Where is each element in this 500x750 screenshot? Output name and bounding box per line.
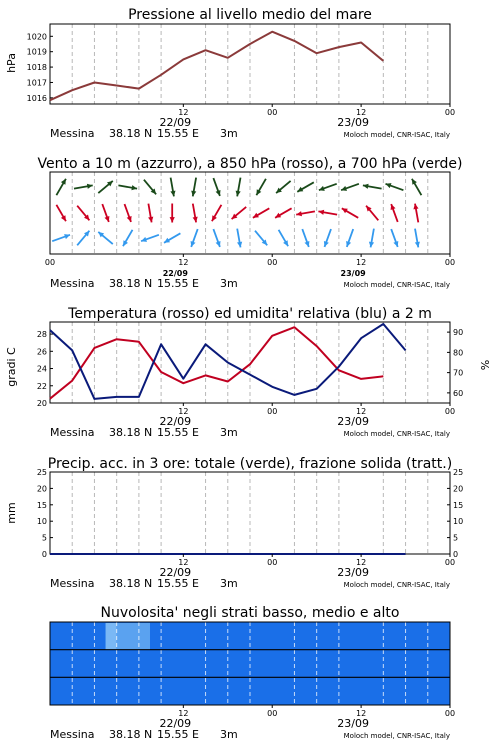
precipitation-ytick-right-label: 10 [453, 517, 464, 527]
wind-title: Vento a 10 m (azzurro), a 850 hPa (rosso), a 700 hPa (verde) [37, 156, 463, 172]
precipitation-date-label: 23/09 [337, 566, 369, 579]
cloud-date-label: 22/09 [159, 717, 192, 730]
temperature-credit: Moloch model, CNR-ISAC, Italy [343, 430, 450, 438]
wind-arrow-700-hPa [319, 184, 337, 191]
temperature-location-name: Messina [50, 426, 95, 439]
wind-arrow-10-m [52, 234, 70, 241]
pressure-location-name: Messina [50, 127, 95, 140]
wind-arrow-head [105, 216, 110, 222]
wind-arrow-10-m [415, 229, 420, 248]
temperature-ytick-label: 22 [36, 381, 47, 391]
temperature-date-label: 22/09 [159, 415, 192, 428]
pressure-ylabel: hPa [5, 53, 18, 73]
wind-arrow-850-hPa [391, 204, 398, 222]
cloud-date-label: 23/09 [337, 717, 369, 730]
temperature-ytick-label: 28 [36, 330, 47, 340]
precipitation-ytick-right-label: 25 [453, 468, 464, 477]
wind-arrow-10-m [324, 229, 331, 247]
cloud-xtick-label: 00 [267, 709, 278, 718]
cloudiness-title: Nuvolosita' negli strati basso, medio e alto [100, 605, 400, 621]
pressure-xtick-label: 12 [356, 108, 367, 117]
pressure-date-label: 23/09 [337, 116, 369, 129]
wind-location-alt: 3m [220, 277, 238, 290]
wind-arrow-700-hPa [297, 182, 314, 192]
precipitation-ytick-label: 15 [36, 500, 47, 510]
humidity-ytick-right-label: 80 [453, 348, 464, 358]
precipitation-location-lon: 15.55 E [157, 577, 199, 590]
pressure-date-label: 22/09 [159, 116, 192, 129]
pressure-ytick-label: 1019 [26, 47, 47, 57]
temperature-frame [50, 322, 450, 403]
cloud-cell [106, 623, 117, 650]
wind-arrow-head [386, 183, 392, 188]
wind-arrow-700-hPa [386, 183, 404, 190]
temperature-ytick-label: 20 [36, 399, 47, 408]
temperature-xtick-label: 00 [444, 407, 456, 416]
precipitation-location-lat: 38.18 N [109, 577, 153, 590]
wind-arrow-head [127, 216, 132, 222]
wind-arrow-10-m [302, 229, 309, 247]
cloud-location-lat: 38.18 N [109, 728, 153, 741]
temperature-location-lat: 38.18 N [109, 426, 153, 439]
precipitation-xtick-label: 12 [178, 558, 189, 567]
precipitation-ytick-right-label: 0 [453, 550, 459, 559]
temperature-location-lon: 15.55 E [157, 426, 199, 439]
wind-arrow-850-hPa [193, 204, 198, 223]
wind-arrow-850-hPa [125, 204, 132, 222]
wind-arrow-700-hPa [98, 181, 113, 193]
pressure-ytick-label: 1020 [26, 32, 47, 42]
wind-date-label: 23/09 [340, 269, 366, 278]
wind-arrow-700-hPa [118, 185, 137, 190]
temperature-humidity-title: Temperatura (rosso) ed umidita' relativa (blu) a 2 m [68, 306, 432, 322]
wind-arrow-head [391, 204, 396, 210]
cloud-location-lon: 15.55 E [157, 728, 199, 741]
wind-arrow-head [324, 241, 329, 247]
wind-arrow-10-m [346, 229, 353, 247]
wind-arrow-10-m [98, 232, 113, 244]
precipitation-xtick-label: 00 [444, 558, 456, 567]
pressure-location-lon: 15.55 E [157, 127, 199, 140]
precipitation-date-label: 22/09 [159, 566, 192, 579]
temperature-ytick-label: 26 [36, 347, 47, 357]
wind-arrow-10-m [369, 229, 374, 248]
precipitation-credit: Moloch model, CNR-ISAC, Italy [343, 581, 450, 589]
pressure-panel [5, 7, 455, 140]
wind-arrow-700-hPa [144, 180, 156, 195]
wind-arrow-700-hPa [213, 178, 220, 196]
cloud-location-name: Messina [50, 728, 95, 741]
wind-arrow-head [216, 190, 221, 196]
wind-arrow-850-hPa [77, 206, 89, 221]
pressure-xtick-label: 00 [267, 108, 278, 117]
wind-arrow-10-m [164, 233, 180, 243]
cloudiness-panel [50, 605, 455, 741]
precipitation-ytick-label: 5 [41, 533, 47, 543]
temperature-xtick-label: 12 [356, 407, 367, 416]
pressure-ytick-label: 1016 [26, 93, 47, 103]
precipitation-location-name: Messina [50, 577, 95, 590]
wind-arrow-10-m [391, 229, 398, 247]
pressure-series-line [50, 32, 383, 101]
precipitation-ytick-label: 10 [36, 517, 47, 527]
precipitation-frame [50, 472, 450, 554]
wind-credit: Moloch model, CNR-ISAC, Italy [343, 281, 450, 289]
wind-arrow-head [341, 186, 347, 191]
wind-arrow-head [191, 241, 196, 247]
humidity-ytick-right-label: 70 [453, 368, 464, 378]
wind-arrow-10-m [237, 229, 242, 248]
wind-arrow-10-m [279, 230, 289, 246]
wind-arrow-700-hPa [256, 179, 266, 195]
pressure-credit: Moloch model, CNR-ISAC, Italy [343, 131, 450, 139]
temperature-date-label: 23/09 [337, 415, 369, 428]
temperature-xtick-label: 00 [267, 407, 278, 416]
precipitation-ytick-label: 25 [36, 468, 47, 477]
temperature-humidity-panel [5, 306, 492, 439]
wind-xtick-label: 12 [356, 258, 367, 267]
wind-arrow-700-hPa [276, 181, 291, 193]
wind-arrow-head [346, 241, 351, 247]
wind-arrow-850-hPa [212, 205, 222, 221]
wind-panel [37, 156, 462, 290]
wind-arrow-850-hPa [413, 204, 418, 223]
precipitation-ylabel: mm [5, 502, 18, 524]
wind-arrow-850-hPa [366, 206, 378, 221]
temperature-xtick-label: 12 [178, 407, 189, 416]
wind-arrow-700-hPa [74, 184, 93, 189]
wind-arrow-head [393, 241, 398, 247]
wind-location-name: Messina [50, 277, 95, 290]
wind-arrow-850-hPa [170, 204, 175, 223]
pressure-xtick-label: 12 [178, 108, 189, 117]
temperature-ytick-label: 24 [36, 364, 47, 374]
wind-arrow-head [305, 241, 310, 247]
temperature-location-alt: 3m [220, 426, 238, 439]
humidity-ylabel: % [479, 359, 492, 371]
wind-arrow-850-hPa [56, 205, 66, 221]
wind-xtick-label: 12 [178, 258, 189, 267]
cloud-credit: Moloch model, CNR-ISAC, Italy [343, 732, 450, 740]
precipitation-ytick-right-label: 20 [453, 484, 464, 494]
wind-xtick-label: 00 [267, 258, 278, 267]
precipitation-ytick-label: 0 [41, 550, 47, 559]
wind-arrow-850-hPa [148, 204, 153, 223]
wind-arrow-700-hPa [363, 184, 382, 189]
precipitation-location-alt: 3m [220, 577, 238, 590]
wind-arrow-700-hPa [236, 178, 241, 197]
pressure-location-lat: 38.18 N [109, 127, 153, 140]
wind-arrow-850-hPa [253, 208, 269, 218]
wind-arrow-700-hPa [56, 179, 66, 195]
wind-arrow-head [141, 237, 147, 242]
cloud-location-alt: 3m [220, 728, 238, 741]
cloud-xtick-label: 12 [356, 709, 367, 718]
pressure-location-alt: 3m [220, 127, 238, 140]
pressure-ytick-label: 1017 [26, 78, 47, 88]
wind-arrow-10-m [77, 231, 89, 246]
pressure-ytick-label: 1018 [26, 63, 47, 73]
humidity-ytick-right-label: 60 [453, 388, 464, 398]
precipitation-ytick-right-label: 15 [453, 500, 464, 510]
wind-arrow-head [216, 241, 221, 247]
wind-arrow-700-hPa [412, 179, 422, 195]
precipitation-panel [5, 456, 463, 590]
wind-location-lon: 15.55 E [157, 277, 199, 290]
wind-arrow-850-hPa [318, 210, 337, 215]
temperature-ylabel: gradi C [5, 347, 18, 387]
wind-xtick-label-start: 00 [44, 258, 56, 267]
wind-arrow-10-m [191, 229, 198, 247]
cloud-xtick-label: 00 [444, 709, 456, 718]
precipitation-xtick-label: 12 [356, 558, 367, 567]
wind-arrow-head [170, 217, 175, 222]
wind-arrow-10-m [123, 230, 133, 246]
wind-arrow-850-hPa [275, 208, 292, 218]
pressure-title: Pressione al livello medio del mare [128, 7, 372, 23]
cloud-xtick-label: 12 [178, 709, 189, 718]
wind-location-lat: 38.18 N [109, 277, 153, 290]
precipitation-xtick-label: 00 [267, 558, 278, 567]
wind-arrow-850-hPa [232, 207, 247, 219]
wind-arrow-700-hPa [341, 184, 359, 191]
wind-date-label: 22/09 [162, 269, 188, 278]
wind-xtick-label: 00 [444, 258, 456, 267]
wind-arrow-10-m [213, 229, 220, 247]
wind-arrow-10-m [141, 235, 159, 242]
wind-arrow-850-hPa [102, 204, 109, 222]
pressure-xtick-label: 00 [444, 108, 456, 117]
temperature-series-line [50, 327, 383, 399]
precipitation-ytick-label: 20 [36, 484, 47, 494]
humidity-ytick-right-label: 90 [453, 328, 464, 338]
wind-arrow-700-hPa [170, 178, 175, 197]
precipitation-title: Precip. acc. in 3 ore: totale (verde), frazione solida (tratt.) [47, 456, 453, 472]
cloud-cell [117, 623, 150, 650]
wind-arrow-850-hPa [296, 211, 315, 216]
pressure-frame [50, 24, 450, 104]
wind-arrow-10-m [255, 231, 267, 246]
precipitation-ytick-right-label: 5 [453, 533, 459, 543]
wind-arrow-850-hPa [342, 208, 358, 218]
wind-arrow-700-hPa [191, 178, 196, 197]
